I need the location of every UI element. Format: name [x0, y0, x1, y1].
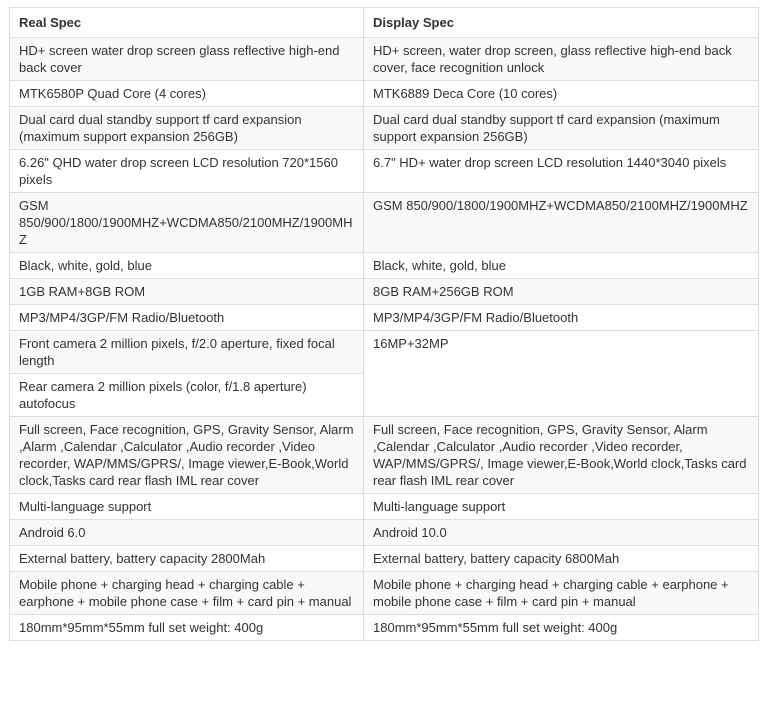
real-spec-cell: MTK6580P Quad Core (4 cores) — [10, 81, 364, 107]
display-spec-cell: Black, white, gold, blue — [364, 253, 759, 279]
table-row — [10, 520, 759, 546]
spec-table-container — [9, 7, 759, 641]
real-spec-cell: 1GB RAM+8GB ROM — [10, 279, 364, 305]
table-row — [10, 417, 759, 494]
real-spec-cell: Multi-language support — [10, 494, 364, 520]
display-spec-camera-cell: 16MP+32MP — [364, 331, 759, 417]
table-row — [10, 81, 759, 107]
real-spec-cell: Full screen, Face recognition, GPS, Gravity Sensor, Alarm ,Alarm ,Calendar ,Calculator ,Audio recorder ,Video recorder, WAP/MMS/GPRS/, Image viewer,E-Book,World clock,Tasks card rear flash IML rear cover — [10, 417, 364, 494]
real-spec-cell: Mobile phone + charging head + charging cable + earphone + mobile phone case + film + card pin + manual — [10, 572, 364, 615]
table-row — [10, 193, 759, 253]
real-spec-cell: HD+ screen water drop screen glass reflective high-end back cover — [10, 38, 364, 81]
real-spec-cell: Dual card dual standby support tf card expansion (maximum support expansion 256GB) — [10, 107, 364, 150]
display-spec-cell: 8GB RAM+256GB ROM — [364, 279, 759, 305]
table-row — [10, 494, 759, 520]
table-row — [10, 150, 759, 193]
display-spec-cell: Mobile phone + charging head + charging cable + earphone + mobile phone case + film + card pin + manual — [364, 572, 759, 615]
display-spec-cell: MP3/MP4/3GP/FM Radio/Bluetooth — [364, 305, 759, 331]
real-spec-rear-camera-cell: Rear camera 2 million pixels (color, f/1.8 aperture) autofocus — [10, 374, 364, 417]
real-spec-cell: External battery, battery capacity 2800Mah — [10, 546, 364, 572]
table-row-camera-front — [10, 331, 759, 374]
real-spec-cell: 6.26" QHD water drop screen LCD resolution 720*1560 pixels — [10, 150, 364, 193]
table-row — [10, 107, 759, 150]
header-display-spec: Display Spec — [364, 8, 759, 38]
display-spec-cell: 180mm*95mm*55mm full set weight: 400g — [364, 615, 759, 641]
table-row — [10, 305, 759, 331]
real-spec-cell: Black, white, gold, blue — [10, 253, 364, 279]
real-spec-cell: Android 6.0 — [10, 520, 364, 546]
display-spec-cell: Android 10.0 — [364, 520, 759, 546]
table-row — [10, 615, 759, 641]
display-spec-cell: External battery, battery capacity 6800Mah — [364, 546, 759, 572]
table-header-row — [10, 8, 759, 38]
real-spec-cell: GSM 850/900/1800/1900MHZ+WCDMA850/2100MHZ/1900MHZ — [10, 193, 364, 253]
display-spec-cell: 6.7" HD+ water drop screen LCD resolution 1440*3040 pixels — [364, 150, 759, 193]
header-real-spec: Real Spec — [10, 8, 364, 38]
display-spec-cell: GSM 850/900/1800/1900MHZ+WCDMA850/2100MHZ/1900MHZ — [364, 193, 759, 253]
table-row — [10, 279, 759, 305]
display-spec-cell: HD+ screen, water drop screen, glass reflective high-end back cover, face recognition unlock — [364, 38, 759, 81]
real-spec-cell: 180mm*95mm*55mm full set weight: 400g — [10, 615, 364, 641]
table-row — [10, 38, 759, 81]
table-row — [10, 572, 759, 615]
display-spec-cell: Multi-language support — [364, 494, 759, 520]
real-spec-cell: MP3/MP4/3GP/FM Radio/Bluetooth — [10, 305, 364, 331]
display-spec-cell: Dual card dual standby support tf card expansion (maximum support expansion 256GB) — [364, 107, 759, 150]
table-row — [10, 253, 759, 279]
spec-comparison-table — [9, 7, 759, 641]
display-spec-cell: Full screen, Face recognition, GPS, Gravity Sensor, Alarm ,Calendar ,Calculator ,Audio recorder ,Video recorder, WAP/MMS/GPRS/, Image viewer,E-Book,World clock,Tasks card rear flash IML rear cover — [364, 417, 759, 494]
display-spec-cell: MTK6889 Deca Core (10 cores) — [364, 81, 759, 107]
real-spec-front-camera-cell: Front camera 2 million pixels, f/2.0 aperture, fixed focal length — [10, 331, 364, 374]
table-row — [10, 546, 759, 572]
